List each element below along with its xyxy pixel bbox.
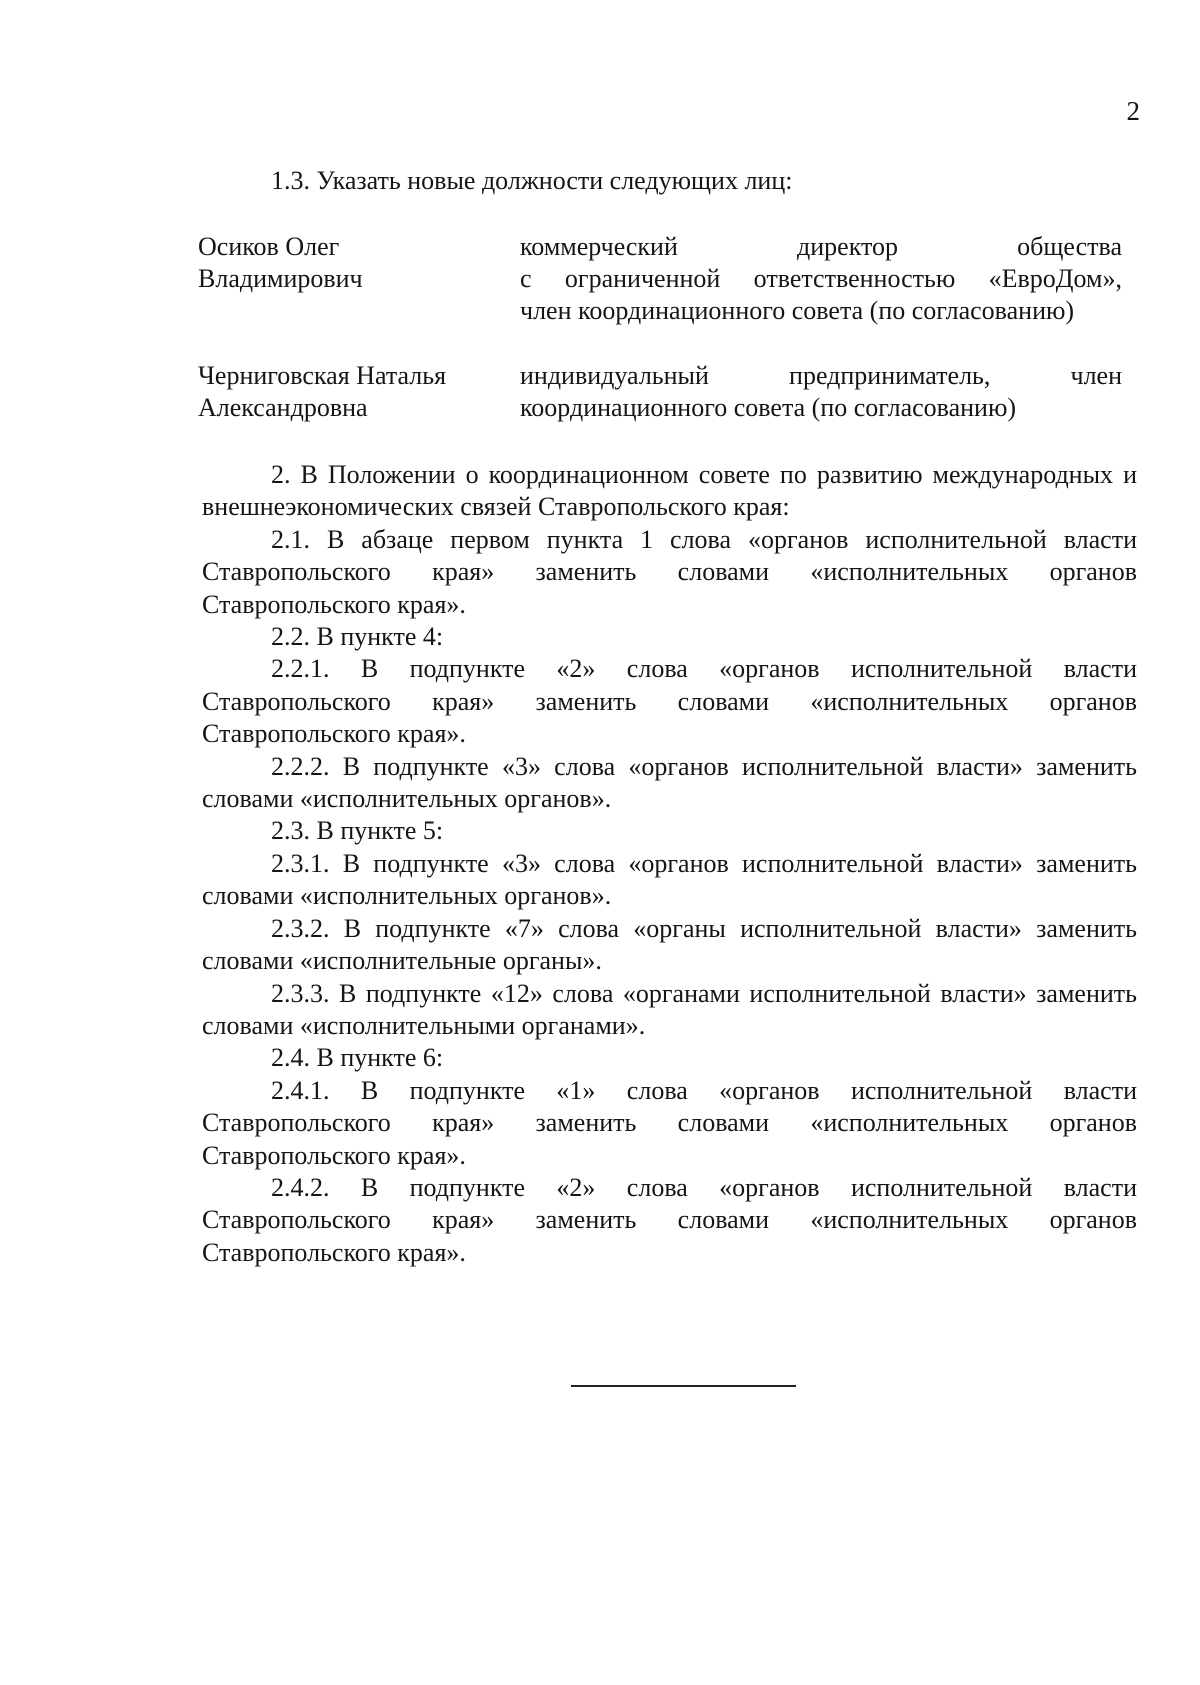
amendment-paragraph: 2. В Положении о координационном совете по развитию международных и внешнеэкономических связей Ставропольского края: <box>202 460 1137 522</box>
amendment-paragraph: 2.2.2. В подпункте «3» слова «органов исполнительной власти» заменить словами «исполнительных органов». <box>202 751 1137 814</box>
person-name <box>198 231 520 327</box>
amendment-paragraph: 2.3. В пункте 5: <box>271 816 444 846</box>
persons-list <box>198 231 1122 424</box>
amendment-paragraph: 2.3.2. В подпункте «7» слова «органы исполнительной власти» заменить словами «исполнительные органы». <box>202 913 1137 976</box>
person-role <box>520 360 1122 424</box>
person-entry <box>198 231 1122 327</box>
amendment-paragraph: 2.1. В абзаце первом пункта 1 слова «органов исполнительной власти Ставропольского края» заменить словами «исполнительных органов Ставропольского края». <box>202 524 1137 619</box>
person-role-line: с ограниченной ответственностью «ЕвроДом», <box>520 264 1122 293</box>
person-name <box>198 360 520 424</box>
amendment-paragraph: 2.3.1. В подпункте «3» слова «органов исполнительной власти» заменить словами «исполнительных органов». <box>202 848 1137 911</box>
amendment-paragraph: 2.4.2. В подпункте «2» слова «органов исполнительной власти Ставропольского края» заменить словами «исполнительных органов Ставропольского края». <box>202 1172 1137 1267</box>
amendment-paragraph: 2.4.1. В подпункте «1» слова «органов исполнительной власти Ставропольского края» заменить словами «исполнительных органов Ставропольского края». <box>202 1075 1137 1170</box>
person-entry <box>198 360 1122 424</box>
amendment-paragraph: 2.2. В пункте 4: <box>271 622 444 652</box>
person-name-line: Черниговская Наталья <box>198 361 447 390</box>
section-heading: 1.3. Указать новые должности следующих лиц: <box>271 166 793 195</box>
amendments-body <box>202 459 1137 1269</box>
person-role-line: координационного совета (по согласованию) <box>520 393 1017 422</box>
person-role-line: член координационного совета (по согласованию) <box>520 296 1075 325</box>
person-role <box>520 231 1122 327</box>
amendment-paragraph: 2.3.3. В подпункте «12» слова «органами исполнительной власти» заменить словами «исполнительными органами». <box>202 978 1137 1040</box>
amendment-paragraph: 2.2.1. В подпункте «2» слова «органов исполнительной власти Ставропольского края» заменить словами «исполнительных органов Ставропольского края». <box>202 654 1137 749</box>
person-role-line: коммерческий директор общества <box>520 232 1122 261</box>
page-number: 2 <box>1126 96 1140 126</box>
amendment-paragraph: 2.4. В пункте 6: <box>271 1043 444 1073</box>
person-name-line: Владимирович <box>198 264 363 293</box>
person-name-line: Александровна <box>198 393 368 422</box>
person-role-line: индивидуальный предприниматель, член <box>520 361 1122 390</box>
closing-rule <box>571 1385 796 1387</box>
person-name-line: Осиков Олег <box>198 232 340 261</box>
